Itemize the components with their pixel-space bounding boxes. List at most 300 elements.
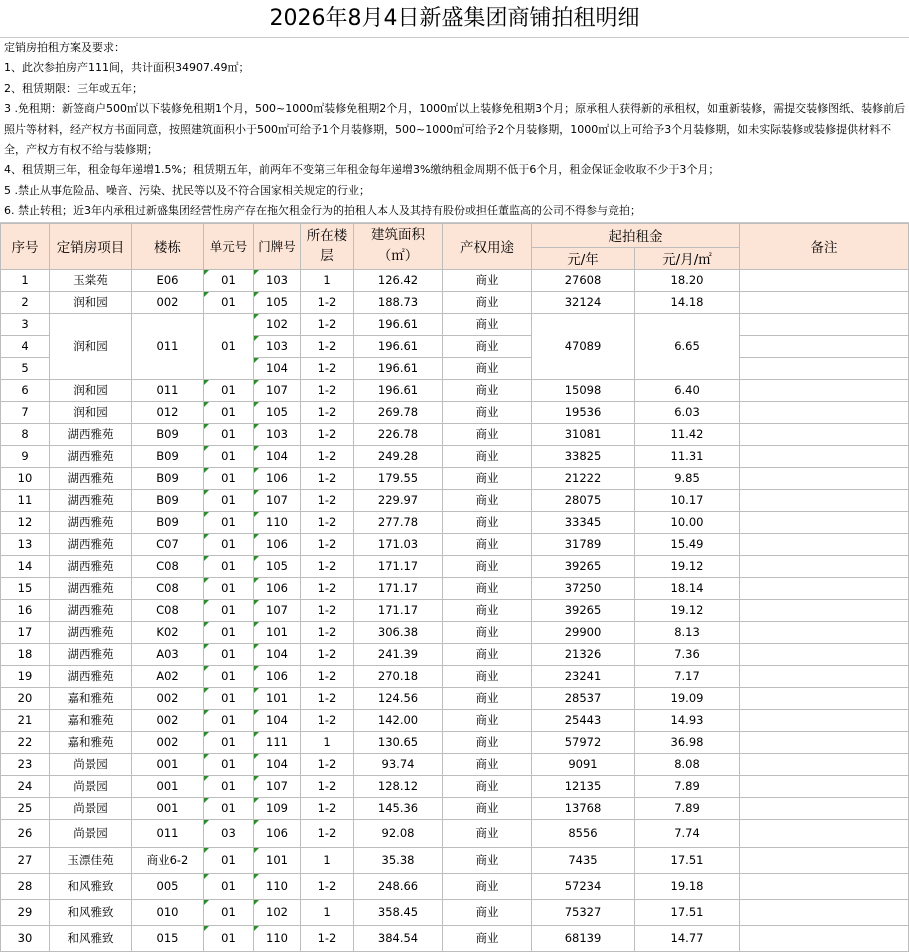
cell-rent-month[interactable]: 10.00 [635, 511, 740, 533]
cell-door[interactable]: 104 [254, 445, 301, 467]
cell-unit[interactable]: 01 [204, 797, 254, 819]
cell-unit[interactable]: 01 [204, 401, 254, 423]
cell-rent-month[interactable]: 19.09 [635, 687, 740, 709]
cell-area[interactable]: 130.65 [354, 731, 443, 753]
cell-remark[interactable] [740, 775, 909, 797]
cell-floor[interactable]: 1-2 [301, 873, 354, 899]
cell-door[interactable]: 105 [254, 291, 301, 313]
cell-project[interactable]: 湖西雅苑 [50, 511, 132, 533]
cell-rent-month[interactable]: 11.31 [635, 445, 740, 467]
cell-area[interactable]: 171.17 [354, 599, 443, 621]
cell-building[interactable]: C08 [132, 555, 204, 577]
cell-usage[interactable]: 商业 [443, 665, 532, 687]
cell-door[interactable]: 109 [254, 797, 301, 819]
cell-area[interactable]: 241.39 [354, 643, 443, 665]
cell-area[interactable]: 384.54 [354, 925, 443, 951]
cell-floor[interactable]: 1-2 [301, 423, 354, 445]
cell-seq[interactable]: 18 [1, 643, 50, 665]
cell-unit[interactable]: 01 [204, 775, 254, 797]
requirements-heading[interactable]: 定销房拍租方案及要求： [4, 41, 125, 54]
header-rent-year[interactable]: 元/年 [532, 247, 635, 269]
cell-rent-year[interactable]: 9091 [532, 753, 635, 775]
cell-rent-month[interactable]: 15.49 [635, 533, 740, 555]
cell-floor[interactable]: 1-2 [301, 797, 354, 819]
cell-seq[interactable]: 27 [1, 847, 50, 873]
cell-door[interactable]: 102 [254, 313, 301, 335]
cell-floor[interactable]: 1-2 [301, 643, 354, 665]
cell-rent-year[interactable]: 33825 [532, 445, 635, 467]
requirement-5[interactable]: 5 .禁止从事危险品、噪音、污染、扰民等以及不符合国家相关规定的行业； [4, 183, 370, 197]
cell-floor[interactable]: 1-2 [301, 511, 354, 533]
cell-usage[interactable]: 商业 [443, 577, 532, 599]
cell-usage[interactable]: 商业 [443, 357, 532, 379]
cell-area[interactable]: 124.56 [354, 687, 443, 709]
cell-building[interactable]: B09 [132, 445, 204, 467]
cell-seq[interactable]: 4 [1, 335, 50, 357]
cell-building[interactable]: A02 [132, 665, 204, 687]
cell-rent-year[interactable]: 8556 [532, 819, 635, 847]
cell-project[interactable]: 和风雅致 [50, 925, 132, 951]
cell-building[interactable]: B09 [132, 467, 204, 489]
cell-remark[interactable] [740, 269, 909, 291]
cell-area[interactable]: 269.78 [354, 401, 443, 423]
cell-unit[interactable]: 01 [204, 577, 254, 599]
cell-rent-year[interactable]: 21222 [532, 467, 635, 489]
cell-usage[interactable]: 商业 [443, 775, 532, 797]
cell-seq[interactable]: 3 [1, 313, 50, 335]
cell-door[interactable]: 106 [254, 665, 301, 687]
cell-area[interactable]: 145.36 [354, 797, 443, 819]
cell-door[interactable]: 101 [254, 687, 301, 709]
cell-rent-year[interactable]: 39265 [532, 555, 635, 577]
cell-rent-month[interactable]: 18.14 [635, 577, 740, 599]
cell-building[interactable]: C07 [132, 533, 204, 555]
cell-rent-month[interactable]: 6.65 [635, 313, 740, 379]
cell-remark[interactable] [740, 925, 909, 951]
cell-door[interactable]: 105 [254, 555, 301, 577]
requirement-4[interactable]: 4、租赁期三年，租金每年递增1.5%；租赁期五年，前两年不变第三年租金每年递增3%缴纳租金周期不低于6个月，租金保证金收取不少于3个月； [4, 163, 720, 177]
cell-floor[interactable]: 1-2 [301, 379, 354, 401]
cell-remark[interactable] [740, 687, 909, 709]
cell-floor[interactable]: 1-2 [301, 533, 354, 555]
cell-area[interactable]: 171.03 [354, 533, 443, 555]
cell-area[interactable]: 196.61 [354, 379, 443, 401]
cell-project[interactable]: 润和园 [50, 291, 132, 313]
cell-remark[interactable] [740, 335, 909, 357]
cell-seq[interactable]: 5 [1, 357, 50, 379]
cell-unit[interactable]: 01 [204, 489, 254, 511]
cell-unit[interactable]: 01 [204, 899, 254, 925]
cell-unit[interactable]: 01 [204, 291, 254, 313]
cell-building[interactable]: K02 [132, 621, 204, 643]
cell-seq[interactable]: 14 [1, 555, 50, 577]
cell-rent-month[interactable]: 7.89 [635, 775, 740, 797]
cell-project[interactable]: 润和园 [50, 401, 132, 423]
cell-usage[interactable]: 商业 [443, 401, 532, 423]
cell-usage[interactable]: 商业 [443, 709, 532, 731]
cell-rent-year[interactable]: 12135 [532, 775, 635, 797]
cell-door[interactable]: 105 [254, 401, 301, 423]
cell-building[interactable]: C08 [132, 599, 204, 621]
cell-building[interactable]: 012 [132, 401, 204, 423]
cell-area[interactable]: 128.12 [354, 775, 443, 797]
cell-remark[interactable] [740, 511, 909, 533]
cell-rent-year[interactable]: 31789 [532, 533, 635, 555]
cell-building[interactable]: 010 [132, 899, 204, 925]
cell-building[interactable]: 011 [132, 313, 204, 379]
cell-project[interactable]: 湖西雅苑 [50, 599, 132, 621]
cell-unit[interactable]: 01 [204, 847, 254, 873]
cell-rent-month[interactable]: 18.20 [635, 269, 740, 291]
cell-rent-month[interactable]: 14.93 [635, 709, 740, 731]
cell-unit[interactable]: 01 [204, 423, 254, 445]
requirement-1[interactable]: 1、此次参拍房产111间，共计面积34907.49㎡； [4, 61, 250, 75]
cell-rent-month[interactable]: 19.12 [635, 599, 740, 621]
cell-project[interactable]: 玉棠苑 [50, 269, 132, 291]
cell-unit[interactable]: 01 [204, 731, 254, 753]
cell-rent-month[interactable]: 7.89 [635, 797, 740, 819]
cell-rent-month[interactable]: 6.03 [635, 401, 740, 423]
cell-building[interactable]: 002 [132, 687, 204, 709]
cell-rent-year[interactable]: 57972 [532, 731, 635, 753]
cell-seq[interactable]: 2 [1, 291, 50, 313]
header-door[interactable]: 门牌号 [254, 223, 301, 269]
cell-rent-month[interactable]: 17.51 [635, 847, 740, 873]
cell-floor[interactable]: 1-2 [301, 709, 354, 731]
cell-usage[interactable]: 商业 [443, 467, 532, 489]
cell-seq[interactable]: 8 [1, 423, 50, 445]
cell-floor[interactable]: 1-2 [301, 687, 354, 709]
cell-area[interactable]: 35.38 [354, 847, 443, 873]
cell-seq[interactable]: 25 [1, 797, 50, 819]
cell-area[interactable]: 226.78 [354, 423, 443, 445]
cell-project[interactable]: 湖西雅苑 [50, 423, 132, 445]
cell-building[interactable]: 002 [132, 731, 204, 753]
cell-project[interactable]: 和风雅致 [50, 899, 132, 925]
cell-area[interactable]: 93.74 [354, 753, 443, 775]
cell-seq[interactable]: 7 [1, 401, 50, 423]
cell-seq[interactable]: 21 [1, 709, 50, 731]
cell-seq[interactable]: 12 [1, 511, 50, 533]
cell-floor[interactable]: 1-2 [301, 467, 354, 489]
cell-remark[interactable] [740, 847, 909, 873]
cell-rent-year[interactable]: 31081 [532, 423, 635, 445]
cell-remark[interactable] [740, 577, 909, 599]
cell-rent-month[interactable]: 36.98 [635, 731, 740, 753]
cell-building[interactable]: 011 [132, 379, 204, 401]
cell-rent-month[interactable]: 8.08 [635, 753, 740, 775]
cell-floor[interactable]: 1-2 [301, 357, 354, 379]
cell-project[interactable]: 湖西雅苑 [50, 533, 132, 555]
cell-area[interactable]: 188.73 [354, 291, 443, 313]
cell-area[interactable]: 171.17 [354, 577, 443, 599]
cell-door[interactable]: 106 [254, 819, 301, 847]
cell-usage[interactable]: 商业 [443, 621, 532, 643]
cell-area[interactable]: 248.66 [354, 873, 443, 899]
cell-unit[interactable]: 01 [204, 621, 254, 643]
cell-rent-year[interactable]: 32124 [532, 291, 635, 313]
cell-project[interactable]: 尚景园 [50, 819, 132, 847]
cell-area[interactable]: 249.28 [354, 445, 443, 467]
cell-project[interactable]: 润和园 [50, 313, 132, 379]
cell-floor[interactable]: 1 [301, 269, 354, 291]
header-usage[interactable]: 产权用途 [443, 223, 532, 269]
cell-seq[interactable]: 26 [1, 819, 50, 847]
cell-floor[interactable]: 1-2 [301, 335, 354, 357]
cell-building[interactable]: 001 [132, 797, 204, 819]
cell-remark[interactable] [740, 731, 909, 753]
cell-area[interactable]: 196.61 [354, 313, 443, 335]
cell-unit[interactable]: 01 [204, 665, 254, 687]
cell-usage[interactable]: 商业 [443, 753, 532, 775]
cell-rent-year[interactable]: 28075 [532, 489, 635, 511]
cell-seq[interactable]: 11 [1, 489, 50, 511]
cell-remark[interactable] [740, 533, 909, 555]
cell-rent-year[interactable]: 7435 [532, 847, 635, 873]
cell-unit[interactable]: 01 [204, 873, 254, 899]
cell-floor[interactable]: 1 [301, 731, 354, 753]
cell-usage[interactable]: 商业 [443, 511, 532, 533]
cell-floor[interactable]: 1-2 [301, 753, 354, 775]
cell-project[interactable]: 和风雅致 [50, 873, 132, 899]
cell-remark[interactable] [740, 873, 909, 899]
cell-unit[interactable]: 01 [204, 687, 254, 709]
cell-rent-year[interactable]: 21326 [532, 643, 635, 665]
cell-usage[interactable]: 商业 [443, 925, 532, 951]
cell-door[interactable]: 106 [254, 577, 301, 599]
cell-door[interactable]: 101 [254, 621, 301, 643]
cell-usage[interactable]: 商业 [443, 599, 532, 621]
cell-door[interactable]: 103 [254, 269, 301, 291]
cell-unit[interactable]: 01 [204, 925, 254, 951]
cell-seq[interactable]: 22 [1, 731, 50, 753]
cell-seq[interactable]: 24 [1, 775, 50, 797]
cell-floor[interactable]: 1 [301, 847, 354, 873]
cell-unit[interactable]: 01 [204, 511, 254, 533]
cell-seq[interactable]: 6 [1, 379, 50, 401]
cell-building[interactable]: 002 [132, 291, 204, 313]
cell-building[interactable]: B09 [132, 423, 204, 445]
cell-remark[interactable] [740, 291, 909, 313]
cell-project[interactable]: 玉漂佳苑 [50, 847, 132, 873]
cell-usage[interactable]: 商业 [443, 533, 532, 555]
cell-seq[interactable]: 29 [1, 899, 50, 925]
cell-seq[interactable]: 20 [1, 687, 50, 709]
cell-usage[interactable]: 商业 [443, 819, 532, 847]
cell-building[interactable]: 002 [132, 709, 204, 731]
cell-area[interactable]: 306.38 [354, 621, 443, 643]
cell-usage[interactable]: 商业 [443, 379, 532, 401]
cell-usage[interactable]: 商业 [443, 423, 532, 445]
cell-door[interactable]: 101 [254, 847, 301, 873]
cell-rent-month[interactable]: 19.18 [635, 873, 740, 899]
cell-floor[interactable]: 1-2 [301, 819, 354, 847]
cell-floor[interactable]: 1-2 [301, 401, 354, 423]
cell-rent-month[interactable]: 11.42 [635, 423, 740, 445]
cell-door[interactable]: 110 [254, 925, 301, 951]
cell-door[interactable]: 103 [254, 335, 301, 357]
cell-seq[interactable]: 15 [1, 577, 50, 599]
cell-remark[interactable] [740, 489, 909, 511]
cell-rent-month[interactable]: 7.17 [635, 665, 740, 687]
cell-rent-year[interactable]: 28537 [532, 687, 635, 709]
cell-rent-month[interactable]: 7.36 [635, 643, 740, 665]
cell-area[interactable]: 126.42 [354, 269, 443, 291]
cell-rent-year[interactable]: 75327 [532, 899, 635, 925]
cell-seq[interactable]: 28 [1, 873, 50, 899]
header-floor[interactable]: 所在楼层 [301, 223, 354, 269]
header-project[interactable]: 定销房项目 [50, 223, 132, 269]
cell-remark[interactable] [740, 797, 909, 819]
cell-area[interactable]: 179.55 [354, 467, 443, 489]
cell-remark[interactable] [740, 357, 909, 379]
cell-building[interactable]: B09 [132, 489, 204, 511]
cell-seq[interactable]: 9 [1, 445, 50, 467]
cell-area[interactable]: 92.08 [354, 819, 443, 847]
cell-floor[interactable]: 1-2 [301, 445, 354, 467]
cell-rent-year[interactable]: 27608 [532, 269, 635, 291]
cell-usage[interactable]: 商业 [443, 899, 532, 925]
cell-project[interactable]: 尚景园 [50, 797, 132, 819]
cell-rent-month[interactable]: 19.12 [635, 555, 740, 577]
cell-rent-month[interactable]: 10.17 [635, 489, 740, 511]
cell-rent-year[interactable]: 15098 [532, 379, 635, 401]
cell-floor[interactable]: 1-2 [301, 291, 354, 313]
cell-remark[interactable] [740, 379, 909, 401]
cell-remark[interactable] [740, 423, 909, 445]
cell-door[interactable]: 103 [254, 423, 301, 445]
cell-building[interactable]: A03 [132, 643, 204, 665]
cell-rent-month[interactable]: 14.18 [635, 291, 740, 313]
cell-unit[interactable]: 01 [204, 379, 254, 401]
cell-seq[interactable]: 1 [1, 269, 50, 291]
cell-rent-month[interactable]: 6.40 [635, 379, 740, 401]
cell-usage[interactable]: 商业 [443, 873, 532, 899]
cell-project[interactable]: 湖西雅苑 [50, 621, 132, 643]
cell-floor[interactable]: 1-2 [301, 775, 354, 797]
cell-unit[interactable]: 01 [204, 709, 254, 731]
header-remark[interactable]: 备注 [740, 223, 909, 269]
cell-door[interactable]: 104 [254, 643, 301, 665]
cell-rent-month[interactable]: 7.74 [635, 819, 740, 847]
cell-building[interactable]: 015 [132, 925, 204, 951]
cell-unit[interactable]: 01 [204, 269, 254, 291]
cell-project[interactable]: 湖西雅苑 [50, 643, 132, 665]
header-seq[interactable]: 序号 [1, 223, 50, 269]
cell-project[interactable]: 嘉和雅苑 [50, 709, 132, 731]
cell-building[interactable]: E06 [132, 269, 204, 291]
cell-project[interactable]: 尚景园 [50, 753, 132, 775]
cell-rent-year[interactable]: 47089 [532, 313, 635, 379]
cell-floor[interactable]: 1-2 [301, 665, 354, 687]
cell-area[interactable]: 270.18 [354, 665, 443, 687]
cell-seq[interactable]: 19 [1, 665, 50, 687]
cell-usage[interactable]: 商业 [443, 687, 532, 709]
cell-seq[interactable]: 10 [1, 467, 50, 489]
cell-area[interactable]: 229.97 [354, 489, 443, 511]
cell-remark[interactable] [740, 819, 909, 847]
cell-usage[interactable]: 商业 [443, 643, 532, 665]
cell-project[interactable]: 湖西雅苑 [50, 665, 132, 687]
cell-unit[interactable]: 01 [204, 753, 254, 775]
header-rent-month[interactable]: 元/月/㎡ [635, 247, 740, 269]
cell-remark[interactable] [740, 599, 909, 621]
cell-door[interactable]: 107 [254, 489, 301, 511]
cell-unit[interactable]: 01 [204, 533, 254, 555]
cell-door[interactable]: 104 [254, 709, 301, 731]
cell-area[interactable]: 196.61 [354, 357, 443, 379]
cell-usage[interactable]: 商业 [443, 489, 532, 511]
cell-remark[interactable] [740, 899, 909, 925]
cell-remark[interactable] [740, 643, 909, 665]
cell-door[interactable]: 107 [254, 379, 301, 401]
cell-remark[interactable] [740, 709, 909, 731]
cell-rent-year[interactable]: 23241 [532, 665, 635, 687]
cell-usage[interactable]: 商业 [443, 847, 532, 873]
requirement-2[interactable]: 2、租赁期限：三年或五年； [4, 81, 143, 95]
requirement-3[interactable]: 3 .免租期：新签商户500㎡以下装修免租期1个月，500~1000㎡装修免租期2个月，1000㎡以上装修免租期3个月；原承租人获得新的承租权，如重新装修，需提交装修图纸、装修前后照片等材料，经产权方书面同意，按照建筑面积小于500㎡可给予1个月装修期，500~1000㎡可给予2个月装修期，1000㎡以上可给予3个月装修期，如未实际装修或装修提供材料不全，产权方有权不给与装修期； [4, 102, 906, 157]
cell-unit[interactable]: 03 [204, 819, 254, 847]
cell-floor[interactable]: 1-2 [301, 313, 354, 335]
cell-building[interactable]: B09 [132, 511, 204, 533]
cell-seq[interactable]: 30 [1, 925, 50, 951]
requirement-6[interactable]: 6. 禁止转租；近3年内承租过新盛集团经营性房产存在拖欠租金行为的拍租人本人及其持有股份或担任董监高的公司不得参与竞拍； [4, 204, 641, 218]
cell-unit[interactable]: 01 [204, 445, 254, 467]
cell-unit[interactable]: 01 [204, 313, 254, 379]
header-area[interactable] [354, 223, 443, 269]
cell-floor[interactable]: 1-2 [301, 621, 354, 643]
cell-usage[interactable]: 商业 [443, 335, 532, 357]
cell-rent-year[interactable]: 29900 [532, 621, 635, 643]
cell-building[interactable]: 005 [132, 873, 204, 899]
cell-usage[interactable]: 商业 [443, 445, 532, 467]
cell-building[interactable]: 011 [132, 819, 204, 847]
cell-unit[interactable]: 01 [204, 643, 254, 665]
cell-floor[interactable]: 1-2 [301, 555, 354, 577]
cell-project[interactable]: 湖西雅苑 [50, 489, 132, 511]
cell-rent-year[interactable]: 19536 [532, 401, 635, 423]
cell-building[interactable]: 001 [132, 775, 204, 797]
cell-remark[interactable] [740, 621, 909, 643]
cell-usage[interactable]: 商业 [443, 797, 532, 819]
cell-unit[interactable]: 01 [204, 555, 254, 577]
cell-door[interactable]: 107 [254, 599, 301, 621]
cell-door[interactable]: 106 [254, 533, 301, 555]
header-unit[interactable]: 单元号 [204, 223, 254, 269]
header-building[interactable]: 楼栋 [132, 223, 204, 269]
cell-remark[interactable] [740, 313, 909, 335]
cell-unit[interactable]: 01 [204, 467, 254, 489]
cell-area[interactable]: 171.17 [354, 555, 443, 577]
cell-project[interactable]: 嘉和雅苑 [50, 687, 132, 709]
cell-area[interactable]: 358.45 [354, 899, 443, 925]
cell-door[interactable]: 110 [254, 873, 301, 899]
cell-building[interactable]: 001 [132, 753, 204, 775]
cell-rent-year[interactable]: 68139 [532, 925, 635, 951]
cell-door[interactable]: 106 [254, 467, 301, 489]
cell-project[interactable]: 润和园 [50, 379, 132, 401]
cell-rent-month[interactable]: 9.85 [635, 467, 740, 489]
cell-project[interactable]: 湖西雅苑 [50, 467, 132, 489]
cell-seq[interactable]: 16 [1, 599, 50, 621]
cell-floor[interactable]: 1-2 [301, 577, 354, 599]
cell-usage[interactable]: 商业 [443, 555, 532, 577]
cell-floor[interactable]: 1-2 [301, 489, 354, 511]
cell-project[interactable]: 湖西雅苑 [50, 577, 132, 599]
cell-remark[interactable] [740, 467, 909, 489]
cell-rent-year[interactable]: 13768 [532, 797, 635, 819]
cell-remark[interactable] [740, 665, 909, 687]
